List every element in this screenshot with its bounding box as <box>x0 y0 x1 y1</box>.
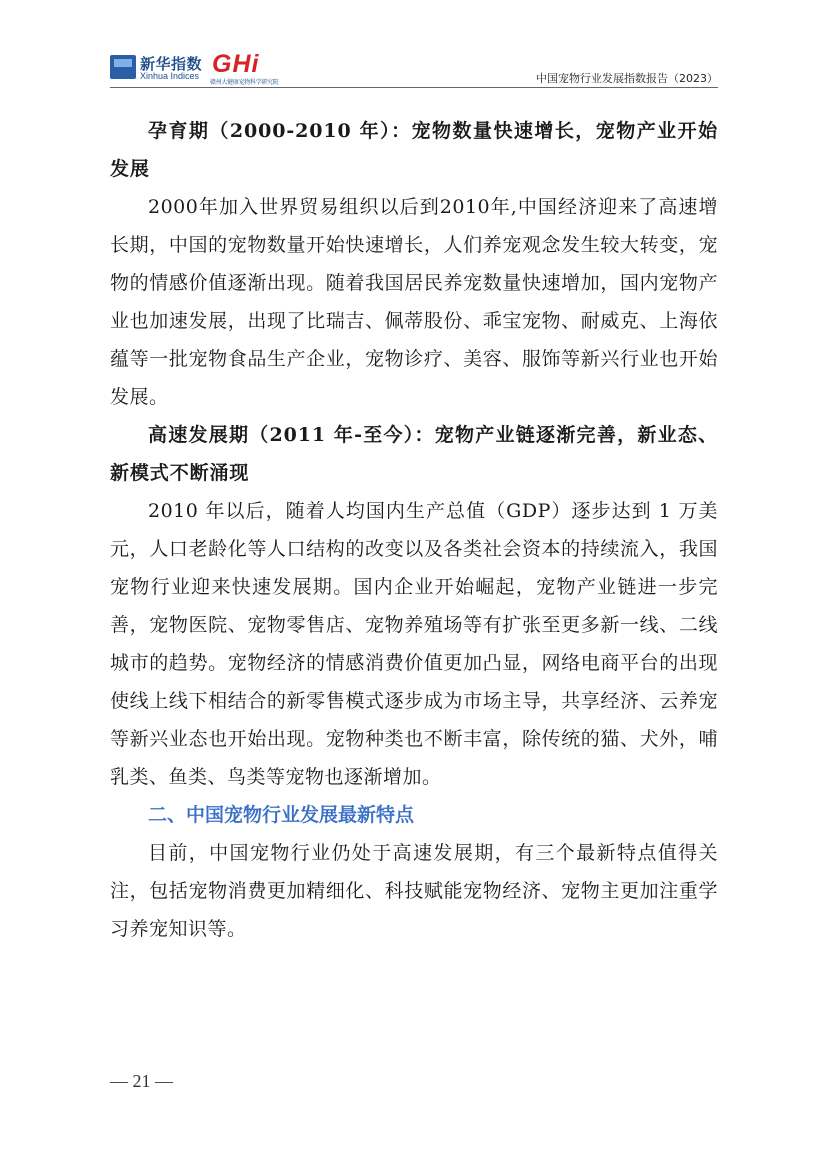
paragraph-gestation-period: 2000年加入世界贸易组织以后到2010年,中国经济迎来了高速增长期，中国的宠物数量开始快速增长，人们养宠观念发生较大转变，宠物的情感价值逐渐出现。随着我国居民养宠数量快速增加，国内宠物产业也加速发展，出现了比瑞吉、佩蒂股份、乖宝宠物、耐威克、上海依蕴等一批宠物食品生产企业，宠物诊疗、美容、服饰等新兴行业也开始发展。 <box>110 196 718 408</box>
report-title: 中国宠物行业发展指数报告（2023） <box>536 72 718 85</box>
section-title-latest-features: 二、中国宠物行业发展最新特点 <box>148 804 415 826</box>
heading-rapid-growth-period: 高速发展期（2011 年-至今）：宠物产业链逐渐完善，新业态、新模式不断涌现 <box>110 424 718 484</box>
xinhua-logo-text: 新华指数 <box>140 55 203 73</box>
paragraph-rapid-growth-period: 2010 年以后，随着人均国内生产总值（GDP）逐步达到 1 万美元，人口老龄化等人口结构的改变以及各类社会资本的持续流入，我国宠物行业迎来快速发展期。国内企业开始崛起，宠物产业链进一步完善，宠物医院、宠物零售店、宠物养殖场等有扩张至更多新一线、二线城市的趋势。宠物经济的情感消费价值更加凸显，网络电商平台的出现使线上线下相结合的新零售模式逐步成为市场主导，共享经济、云养宠等新兴业态也开始出现。宠物种类也不断丰富，除传统的猫、犬外，哺乳类、鱼类、鸟类等宠物也逐渐增加。 <box>110 500 718 788</box>
page-content <box>110 112 718 948</box>
ghi-logo: GHi <box>212 50 260 78</box>
page-header <box>110 50 718 90</box>
xinhua-logo-subtext: Xinhua Indices <box>140 71 200 81</box>
page-number: — 21 — <box>110 1071 173 1091</box>
header-divider <box>110 87 718 88</box>
xinhua-logo-icon <box>110 55 136 79</box>
paragraph-latest-features: 目前，中国宠物行业仍处于高速发展期，有三个最新特点值得关注，包括宠物消费更加精细化、科技赋能宠物经济、宠物主更加注重学习养宠知识等。 <box>110 842 718 940</box>
heading-gestation-period: 孕育期（2000-2010 年）：宠物数量快速增长，宠物产业开始发展 <box>110 120 718 180</box>
ghi-logo-subtext: 赣州大健康宠物科学研究院 <box>210 79 279 86</box>
